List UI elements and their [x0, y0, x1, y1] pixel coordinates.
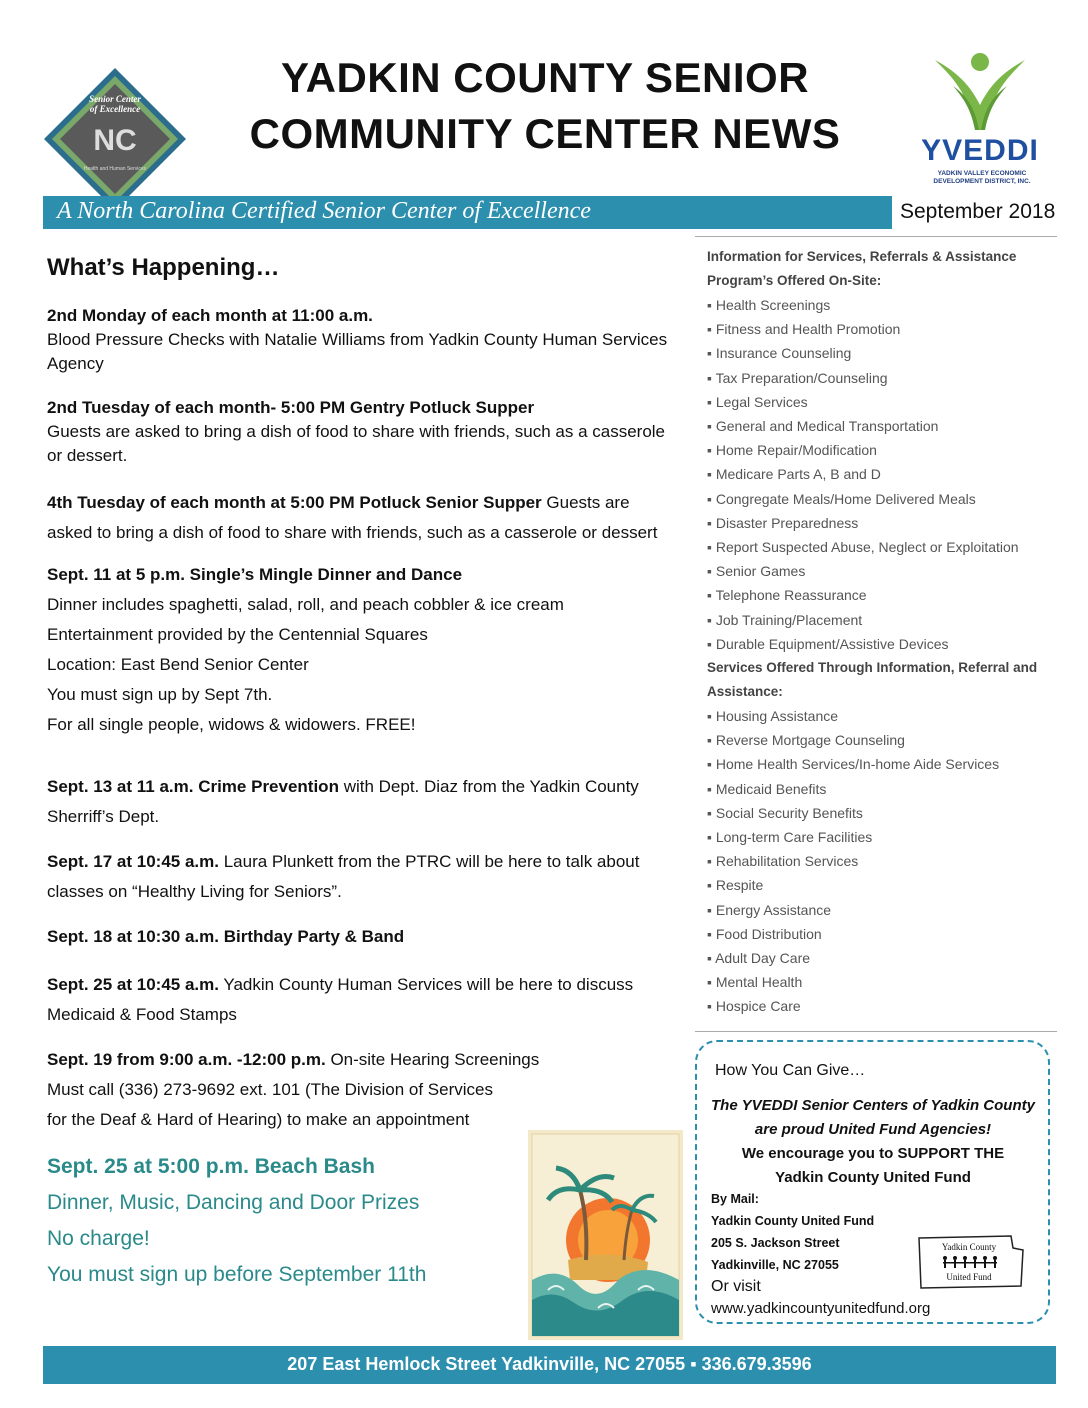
united-fund-website-link[interactable]: www.yadkincountyunitedfund.org — [711, 1300, 931, 1317]
yveddi-figure-icon — [905, 50, 1055, 136]
list-item: ▪ Adult Day Care — [707, 950, 811, 967]
badge-line1: Senior Center — [89, 94, 141, 104]
list-item: ▪ Housing Assistance — [707, 708, 839, 725]
yveddi-logo — [905, 50, 1055, 190]
give-line: Yadkin County United Fund — [775, 1169, 971, 1186]
newsletter-title — [200, 50, 890, 162]
event-line: Dinner includes spaghetti, salad, roll, and peach cobbler & ice cream — [47, 595, 564, 614]
right-column-bottom-rule — [695, 1031, 1057, 1032]
how-you-can-give-box — [695, 1040, 1050, 1324]
event-line: Entertainment provided by the Centennial Squares — [47, 625, 428, 644]
give-message — [703, 1094, 1043, 1190]
onsite-list — [707, 293, 1057, 656]
event-line: for the Deaf & Hard of Hearing) to make an appointment — [47, 1110, 470, 1129]
list-item: ▪ Senior Games — [707, 563, 806, 580]
list-item: ▪ Respite — [707, 877, 764, 894]
list-item: ▪ Legal Services — [707, 393, 808, 410]
beach-bash-line: No charge! — [47, 1227, 150, 1250]
mailing-address — [711, 1188, 874, 1276]
give-line: We encourage you to SUPPORT THE — [741, 1145, 1005, 1162]
footer-bar — [43, 1346, 1056, 1384]
event-crime-prevention — [47, 772, 677, 832]
event-body: On-site Hearing Screenings — [325, 1050, 540, 1069]
event-line: Must call (336) 273-9692 ext. 101 (The Division of Services — [47, 1080, 493, 1099]
by-mail-label: By Mail: — [711, 1192, 759, 1206]
list-item: ▪ Telephone Reassurance — [707, 587, 867, 604]
event-title: Sept. 19 from 9:00 a.m. -12:00 p.m. — [47, 1050, 326, 1069]
tagline-banner — [43, 196, 1056, 229]
event-gentry-potluck — [47, 396, 677, 468]
beach-illustration — [528, 1130, 683, 1340]
badge-dept: Health and Human Services — [83, 166, 147, 172]
onsite-heading: Program’s Offered On-Site: — [707, 273, 882, 288]
list-item: ▪ Job Training/Placement — [707, 611, 863, 628]
list-item: ▪ Health Screenings — [707, 297, 831, 313]
event-body: Yadkin County Human Services will be here to discuss Medicaid & Food Stamps — [47, 975, 634, 1024]
event-body: Laura Plunkett from the PTRC will be here to talk about classes on “Healthy Living for Seniors”. — [47, 852, 640, 901]
list-item: ▪ Medicaid Benefits — [707, 780, 827, 797]
event-blood-pressure — [47, 304, 677, 376]
address-line: Yadkin County United Fund — [711, 1214, 875, 1228]
list-item: ▪ Home Repair/Modification — [707, 442, 877, 459]
event-body: Guests are asked to bring a dish of food to share with friends, such as a casserole or dessert. — [47, 422, 666, 465]
list-item: ▪ Tax Preparation/Counseling — [707, 369, 888, 386]
badge-line2: of Excellence — [89, 104, 141, 114]
event-line: You must sign up by Sept 7th. — [47, 685, 273, 704]
event-title: Sept. 18 at 10:30 a.m. Birthday Party & Band — [47, 927, 405, 946]
title-line-1: YADKIN COUNTY SENIOR — [280, 54, 810, 101]
list-item: ▪ Home Health Services/In-home Aide Services — [707, 756, 1000, 773]
tagline: A North Carolina Certified Senior Center of Excellence — [57, 198, 591, 224]
badge-nc: NC — [93, 124, 137, 157]
or-visit-label: Or visit — [711, 1278, 761, 1295]
event-body: with Dept. Diaz from the Yadkin County Sherriff’s Dept. — [47, 777, 639, 826]
list-item: ▪ Medicare Parts A, B and D — [707, 466, 881, 483]
list-item: ▪ Hospice Care — [707, 998, 801, 1015]
event-birthday-party — [47, 922, 677, 952]
beach-bash-title: Sept. 25 at 5:00 p.m. Beach Bash — [47, 1155, 375, 1178]
event-medicaid-food-stamps — [47, 970, 677, 1030]
list-item: ▪ Energy Assistance — [707, 901, 832, 918]
event-hearing-screenings — [47, 1045, 677, 1135]
event-title: Sept. 13 at 11 a.m. Crime Prevention — [47, 777, 339, 796]
title-line-2: COMMUNITY CENTER NEWS — [249, 110, 841, 157]
beach-bash-line: You must sign up before September 11th — [47, 1263, 427, 1286]
list-item: ▪ Insurance Counseling — [707, 345, 852, 362]
address-line: Yadkinville, NC 27055 — [711, 1258, 839, 1272]
services-column — [707, 245, 1057, 1019]
give-line: are proud United Fund Agencies! — [754, 1121, 992, 1138]
list-item: ▪ Reverse Mortgage Counseling — [707, 732, 905, 749]
event-title: 2nd Tuesday of each month- 5:00 PM Gentry Potluck Supper — [47, 398, 535, 417]
give-line: The YVEDDI Senior Centers of Yadkin County — [711, 1097, 1035, 1114]
event-healthy-living — [47, 847, 677, 907]
footer-address-phone: 207 East Hemlock Street Yadkinville, NC 27055 ▪ 336.679.3596 — [287, 1354, 812, 1374]
list-item: ▪ Mental Health — [707, 974, 803, 991]
list-item: ▪ Rehabilitation Services — [707, 853, 859, 870]
event-line: For all single people, widows & widowers. FREE! — [47, 715, 416, 734]
list-item: ▪ Fitness and Health Promotion — [707, 321, 901, 338]
event-title: Sept. 25 at 10:45 a.m. — [47, 975, 219, 994]
yveddi-wordmark: YVEDDI — [921, 134, 1039, 167]
services-heading: Information for Services, Referrals & Assistance — [707, 249, 1017, 264]
event-body: Guests are asked to bring a dish of food to share with friends, such as a casserole or dessert — [47, 493, 658, 542]
issue-date: September 2018 — [900, 200, 1056, 223]
right-column-top-rule — [695, 236, 1057, 237]
senior-center-excellence-badge — [42, 66, 188, 212]
beach-bash-line: Dinner, Music, Dancing and Door Prizes — [47, 1191, 420, 1214]
event-body: Blood Pressure Checks with Natalie Williams from Yadkin County Human Services Agency — [47, 330, 668, 373]
event-title: 4th Tuesday of each month at 5:00 PM Potluck Senior Supper — [47, 493, 542, 512]
list-item: ▪ Food Distribution — [707, 925, 822, 942]
list-item: ▪ General and Medical Transportation — [707, 418, 939, 435]
list-item: ▪ Congregate Meals/Home Delivered Meals — [707, 490, 976, 507]
referral-list — [707, 704, 1057, 1019]
yveddi-subtitle: YADKIN VALLEY ECONOMIC DEVELOPMENT DISTRICT, INC. — [933, 170, 1031, 185]
address-line: 205 S. Jackson Street — [711, 1236, 840, 1250]
united-fund-logo-line1: Yadkin County — [941, 1242, 997, 1252]
list-item: ▪ Social Security Benefits — [707, 804, 863, 821]
referral-heading: Services Offered Through Information, Referral and Assistance: — [707, 660, 1038, 700]
list-item: ▪ Disaster Preparedness — [707, 514, 859, 531]
united-fund-logo — [915, 1230, 1027, 1292]
give-title: How You Can Give… — [715, 1062, 866, 1079]
event-singles-mingle — [47, 560, 677, 740]
event-potluck-senior-supper — [47, 488, 677, 548]
event-title: 2nd Monday of each month at 11:00 a.m. — [47, 306, 373, 325]
event-line: Location: East Bend Senior Center — [47, 655, 309, 674]
event-title: Sept. 11 at 5 p.m. Single’s Mingle Dinner and Dance — [47, 565, 463, 584]
issue-date-box — [892, 196, 1056, 229]
list-item: ▪ Long-term Care Facilities — [707, 829, 873, 846]
list-item: ▪ Report Suspected Abuse, Neglect or Exploitation — [707, 539, 1019, 556]
list-item: ▪ Durable Equipment/Assistive Devices — [707, 635, 949, 652]
whats-happening-heading: What’s Happening… — [47, 254, 280, 281]
united-fund-logo-line2: United Fund — [946, 1272, 992, 1282]
event-title: Sept. 17 at 10:45 a.m. — [47, 852, 219, 871]
